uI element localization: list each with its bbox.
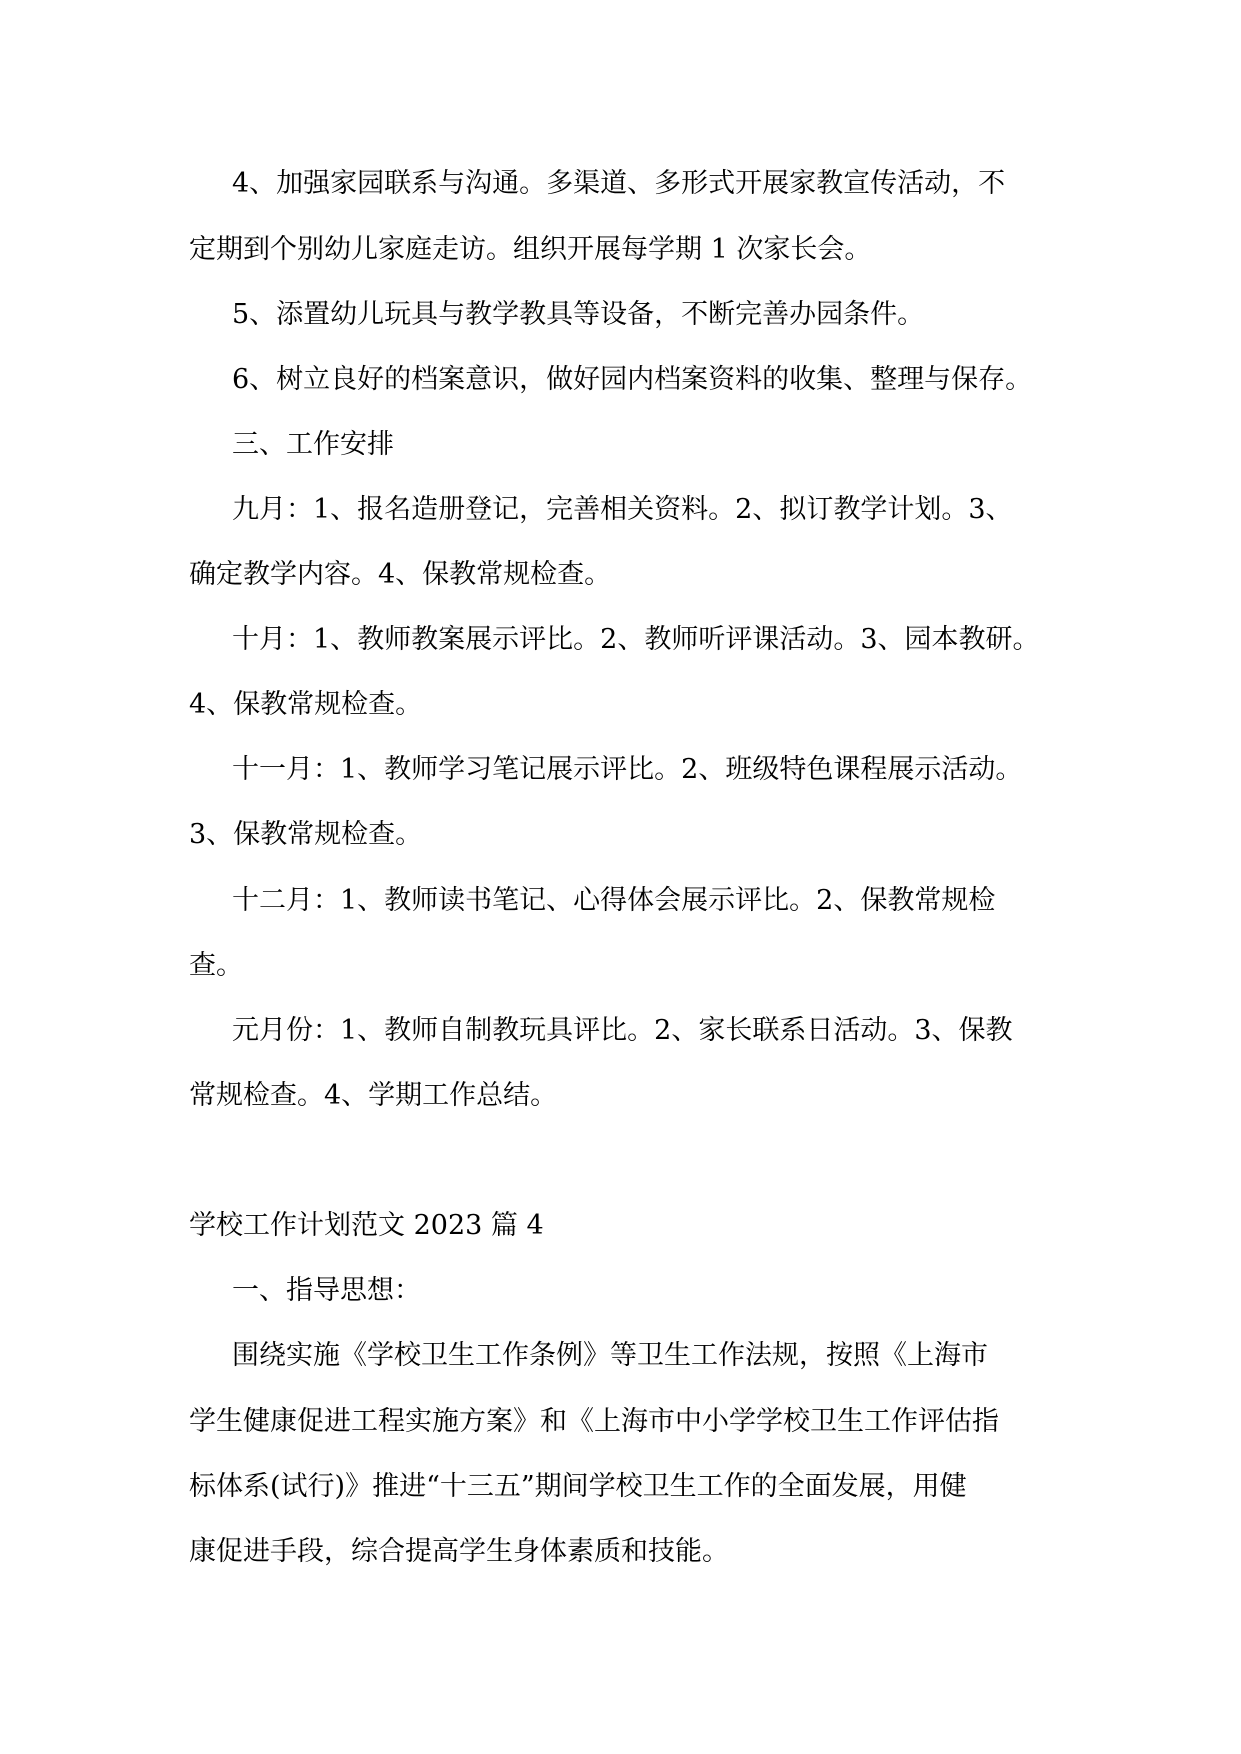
paragraph-line: 3、保教常规检查。 bbox=[189, 819, 423, 850]
paragraph-line: 确定教学内容。4、保教常规检查。 bbox=[189, 559, 612, 590]
paragraph-line: 学生健康促进工程实施方案》和《上海市中小学学校卫生工作评估指 bbox=[189, 1406, 999, 1437]
paragraph-line: 6、树立良好的档案意识，做好园内档案资料的收集、整理与保存。 bbox=[232, 364, 1033, 395]
paragraph-line: 十一月：1、教师学习笔记展示评比。2、班级特色课程展示活动。 bbox=[232, 754, 1023, 785]
article-title: 学校工作计划范文 2023 篇 4 bbox=[189, 1210, 544, 1241]
paragraph-line: 4、加强家园联系与沟通。多渠道、多形式开展家教宣传活动，不 bbox=[232, 168, 1006, 199]
paragraph-line: 标体系(试行)》推进“十三五”期间学校卫生工作的全面发展，用健 bbox=[189, 1471, 967, 1502]
paragraph-line: 十月：1、教师教案展示评比。2、教师听评课活动。3、园本教研。 bbox=[232, 624, 1040, 655]
paragraph-line: 十二月：1、教师读书笔记、心得体会展示评比。2、保教常规检 bbox=[232, 885, 996, 916]
section-heading: 三、工作安排 bbox=[232, 429, 394, 460]
paragraph-line: 定期到个别幼儿家庭走访。组织开展每学期 1 次家长会。 bbox=[189, 234, 872, 265]
paragraph-line: 5、添置幼儿玩具与教学教具等设备，不断完善办园条件。 bbox=[232, 299, 925, 330]
paragraph-line: 元月份：1、教师自制教玩具评比。2、家长联系日活动。3、保教 bbox=[232, 1015, 1013, 1046]
paragraph-line: 康促进手段，综合提高学生身体素质和技能。 bbox=[189, 1536, 729, 1567]
paragraph-line: 围绕实施《学校卫生工作条例》等卫生工作法规，按照《上海市 bbox=[232, 1340, 988, 1371]
section-heading: 一、指导思想： bbox=[232, 1275, 421, 1306]
paragraph-line: 九月：1、报名造册登记，完善相关资料。2、拟订教学计划。3、 bbox=[232, 494, 1013, 525]
paragraph-line: 4、保教常规检查。 bbox=[189, 689, 423, 720]
paragraph-line: 常规检查。4、学期工作总结。 bbox=[189, 1080, 558, 1111]
paragraph-line: 查。 bbox=[189, 950, 243, 981]
